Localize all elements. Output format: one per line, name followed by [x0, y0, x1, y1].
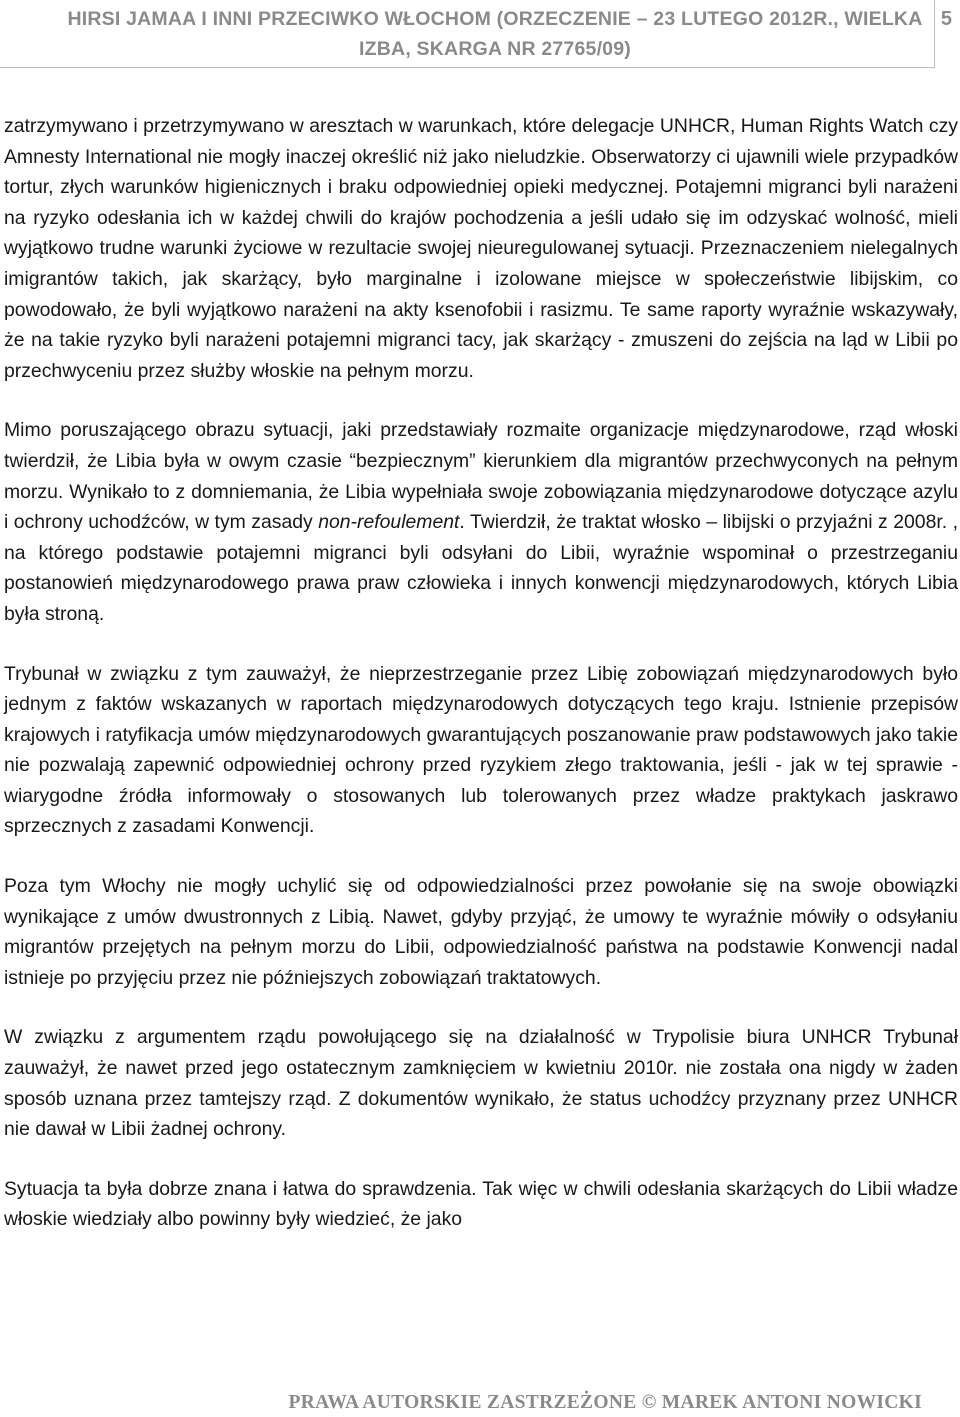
- running-title: [55, 4, 935, 64]
- page-number: 5: [940, 8, 952, 30]
- copyright-notice: PRAWA AUTORSKIE ZASTRZEŻONE © MAREK ANTONI NOWICKI: [288, 1392, 922, 1413]
- paragraph-2-text-before: Mimo poruszającego obrazu sytuacji, jaki przedstawiały rozmaite organizacje międzynarodowe, rząd włoski twierdził, że Libia była w owym czasie “bezpiecznym” kierunkiem dla migrantów przechwyconych na pełnym morzu. Wynikało to z domniemania, że Libia wypełniała swoje zobowiązania międzynarodowe dotyczące azylu i ochrony uchodźców, w tym zasady: [4, 419, 958, 534]
- paragraph-5: W związku z argumentem rządu powołującego się na działalność w Trypolisie biura UNHCR Trybunał zauważył, że nawet przed jego ostatecznym zamknięciem w kwietniu 2010r. nie została ona nigdy w żaden sposób uznana przez tamtejszy rząd. Z dokumentów wynikało, że status uchodźcy przyznany przez UNHCR nie dawał w Libii żadnej ochrony.: [4, 1026, 958, 1141]
- paragraph-2: [4, 415, 958, 629]
- paragraph-1: zatrzymywano i przetrzymywano w aresztach w warunkach, które delegacje UNHCR, Human Rights Watch czy Amnesty International nie mogły inaczej określić niż jako nieludzkie. Obserwatorzy ci ujawnili wiele przypadków tortur, złych warunków higienicznych i braku odpowiedniej opieki medycznej. Potajemni migranci byli narażeni na ryzyko odesłania ich w każdej chwili do krajów pochodzenia a jeśli udało się im odzyskać wolność, mieli wyjątkowo trudne warunki życiowe w rezultacie swojej nieuregulowanej sytuacji. Przeznaczeniem nielegalnych imigrantów takich, jak skarżący, było marginalne i izolowane miejsce w społeczeństwie libijskim, co powodowało, że byli wyjątkowo narażeni na akty ksenofobii i rasizmu. Te same raporty wyraźnie wskazywały, że na takie ryzyko byli narażeni potajemni migranci tacy, jak skarżący - zmuszeni do zejścia na ląd w Libii po przechwyceniu przez służby włoskie na pełnym morzu.: [4, 115, 958, 382]
- running-title-line-2: IZBA, SKARGA NR 27765/09): [359, 38, 631, 60]
- header-divider: [0, 67, 934, 68]
- paragraph-3: Trybunał w związku z tym zauważył, że nieprzestrzeganie przez Libię zobowiązań międzynarodowych było jednym z faktów wskazanych w raportach międzynarodowych dotyczących tego kraju. Istnienie przepisów krajowych i ratyfikacja umów międzynarodowych gwarantujących poszanowanie praw podstawowych jako takie nie pozwalają zapewnić odpowiedniej ochrony przed ryzykiem złego traktowania, jeśli - jak w tej sprawie - wiarygodne źródła informowały o stosowanych lub tolerowanych przez władze praktykach jaskrawo sprzecznych z zasadami Konwencji.: [4, 662, 958, 838]
- document-body: [4, 111, 958, 1264]
- paragraph-6: Sytuacja ta była dobrze znana i łatwa do sprawdzenia. Tak więc w chwili odesłania skarżących do Libii władze włoskie wiedziały albo powinny były wiedzieć, że jako: [4, 1177, 958, 1231]
- running-title-line-1: HIRSI JAMAA I INNI PRZECIWKO WŁOCHOM (ORZECZENIE – 23 LUTEGO 2012R., WIELKA: [67, 8, 923, 30]
- paragraph-2-italic-term: non-refoulement: [318, 511, 460, 534]
- header-vertical-divider: [934, 0, 935, 68]
- page-header: [0, 0, 960, 66]
- paragraph-4: Poza tym Włochy nie mogły uchylić się od odpowiedzialności przez powołanie się na swoje obowiązki wynikające z umów dwustronnych z Libią. Nawet, gdyby przyjąć, że umowy te wyraźnie mówiły o odsyłaniu migrantów przejętych na pełnym morzu do Libii, odpowiedzialność państwa na podstawie Konwencji nadal istnieje po przyjęciu przez nie późniejszych zobowiązań traktatowych.: [4, 875, 958, 989]
- page-footer: [0, 1388, 960, 1417]
- paragraph-2-text-after: . Twierdził, że traktat włosko – libijski o przyjaźni z 2008r. , na którego podstawie potajemni migranci byli odsyłani do Libii, wyraźnie wspominał o przestrzeganiu postanowień międzynarodowego prawa praw człowieka i innych konwencji międzynarodowych, których Libia była stroną.: [4, 511, 959, 625]
